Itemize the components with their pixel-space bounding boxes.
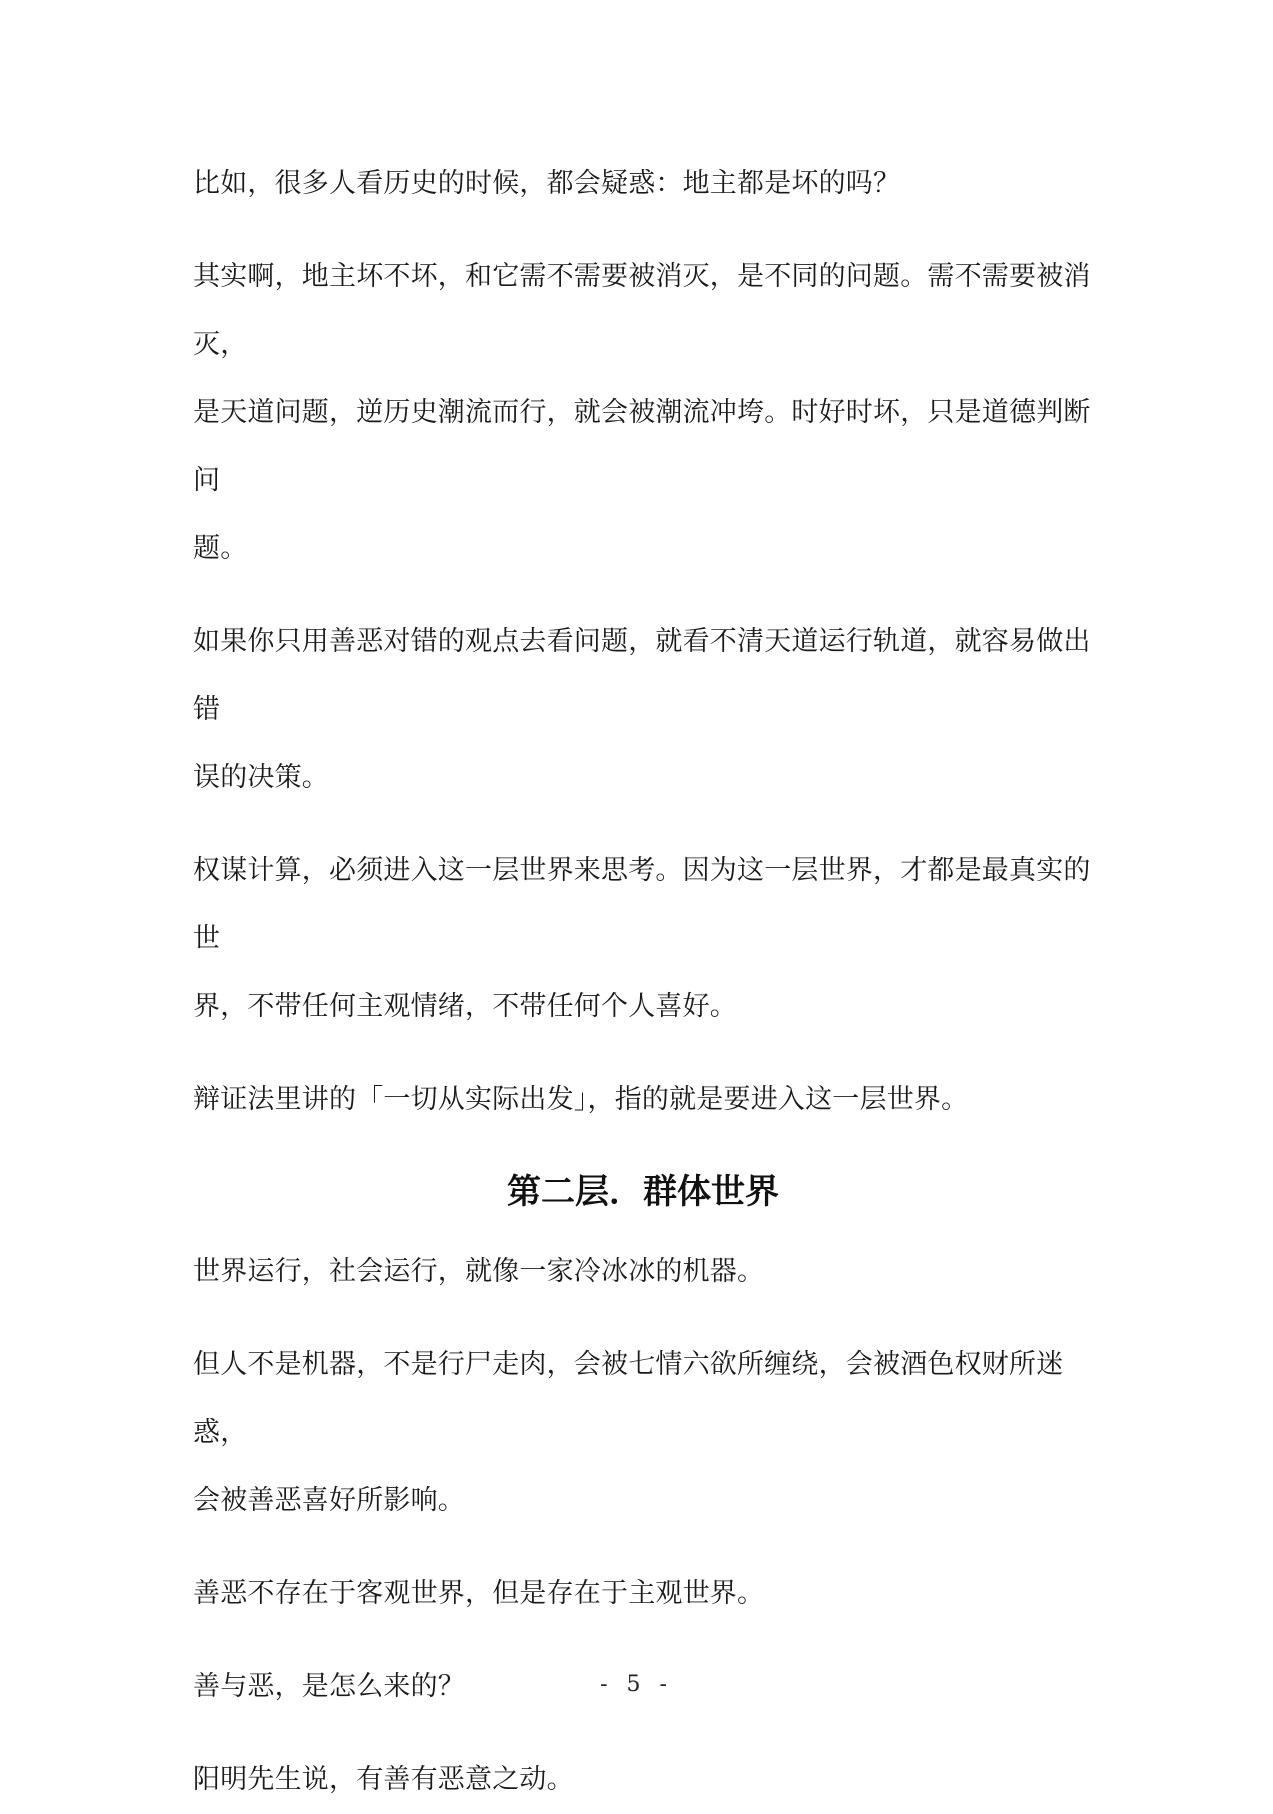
text-line: 权谋计算，必须进入这一层世界来思考。因为这一层世界，才都是最真实的世 <box>193 855 1091 954</box>
paragraph <box>193 1066 1093 1134</box>
text-line: 是天道问题，逆历史潮流而行，就会被潮流冲垮。时好时坏，只是道德判断问 <box>193 397 1091 496</box>
text-line: 会被善恶喜好所影响。 <box>193 1485 465 1516</box>
paragraph <box>193 150 1093 218</box>
section-heading: 第二层．群体世界 <box>507 1172 779 1212</box>
paragraph <box>193 1746 1093 1814</box>
text-line: 世界运行，社会运行，就像一家冷冰冰的机器。 <box>193 1256 765 1287</box>
paragraph <box>193 1238 1093 1306</box>
paragraph <box>193 1331 1093 1535</box>
text-line: 误的决策。 <box>193 762 329 793</box>
text-line: 比如，很多人看历史的时候，都会疑惑：地主都是坏的吗？ <box>193 168 901 199</box>
paragraph <box>193 1560 1093 1628</box>
text-line: 但人不是机器，不是行尸走肉，会被七情六欲所缠绕，会被酒色权财所迷惑， <box>193 1349 1064 1448</box>
text-line: 界，不带任何主观情绪，不带任何个人喜好。 <box>193 991 737 1022</box>
document-body <box>193 150 1093 1814</box>
text-line: 善与恶，是怎么来的？ <box>193 1671 465 1702</box>
page-number: - 5 - <box>600 1672 673 1697</box>
text-line: 其实啊，地主坏不坏，和它需不需要被消灭，是不同的问题。需不需要被消灭， <box>193 261 1091 360</box>
text-line: 辩证法里讲的「一切从实际出发」，指的就是要进入这一层世界。 <box>193 1084 969 1115</box>
text-line: 题。 <box>193 533 248 564</box>
text-line: 如果你只用善恶对错的观点去看问题，就看不清天道运行轨道，就容易做出错 <box>193 626 1091 725</box>
paragraph <box>193 837 1093 1041</box>
paragraph <box>193 608 1093 812</box>
text-line: 阳明先生说，有善有恶意之动。 <box>193 1764 574 1795</box>
text-line: 善恶不存在于客观世界，但是存在于主观世界。 <box>193 1578 765 1609</box>
paragraph <box>193 243 1093 583</box>
